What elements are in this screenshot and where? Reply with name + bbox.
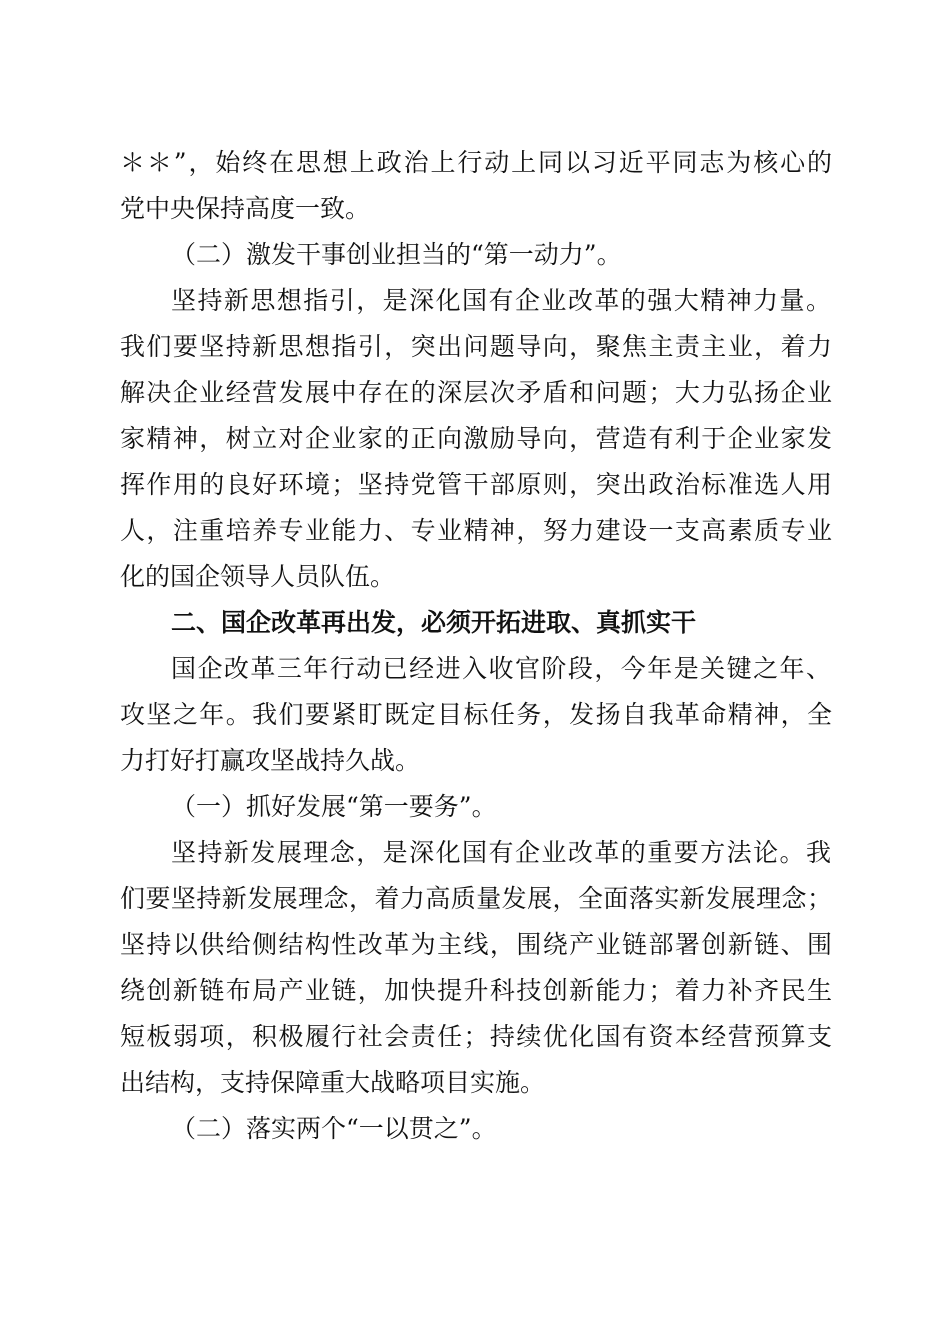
- text-line: 力打好打赢攻坚战持久战。: [120, 746, 421, 775]
- text-line: 短板弱项，积极履行社会责任；持续优化国有资本经营预算支: [120, 1022, 832, 1051]
- subheading-1: （一）抓好发展“第一要务”。: [171, 792, 497, 821]
- text-line: 解决企业经营发展中存在的深层次矛盾和问题；大力弘扬企业: [120, 378, 832, 407]
- text-line: 坚持新发展理念，是深化国有企业改革的重要方法论。我: [171, 838, 831, 867]
- text-line: 绕创新链布局产业链，加快提升科技创新能力；着力补齐民生: [120, 976, 832, 1005]
- text-line: ＊＊”，始终在思想上政治上行动上同以习近平同志为核心的: [120, 148, 832, 177]
- text-line: 坚持以供给侧结构性改革为主线，围绕产业链部署创新链、围: [120, 930, 832, 959]
- text-line: 坚持新思想指引，是深化国有企业改革的强大精神力量。: [171, 286, 831, 315]
- subheading-2: （二）激发干事创业担当的“第一动力”。: [171, 240, 622, 269]
- text-line: 们要坚持新发展理念，着力高质量发展，全面落实新发展理念；: [120, 884, 832, 913]
- text-line: 出结构，支持保障重大战略项目实施。: [120, 1068, 546, 1097]
- text-line: 化的国企领导人员队伍。: [120, 562, 396, 591]
- text-line: 人，注重培养专业能力、专业精神，努力建设一支高素质专业: [120, 516, 832, 545]
- text-line: 挥作用的良好环境；坚持党管干部原则，突出政治标准选人用: [120, 470, 832, 499]
- subheading-2: （二）落实两个“一以贯之”。: [171, 1114, 497, 1143]
- text-line: 攻坚之年。我们要紧盯既定目标任务，发扬自我革命精神，全: [120, 700, 832, 729]
- section-heading-2: 二、国企改革再出发，必须开拓进取、真抓实干: [171, 608, 697, 637]
- text-line: 国企改革三年行动已经进入收官阶段，今年是关键之年、: [171, 654, 831, 683]
- text-line: 党中央保持高度一致。: [120, 194, 371, 223]
- text-line: 家精神，树立对企业家的正向激励导向，营造有利于企业家发: [120, 424, 832, 453]
- text-line: 我们要坚持新思想指引，突出问题导向，聚焦主责主业，着力: [120, 332, 832, 361]
